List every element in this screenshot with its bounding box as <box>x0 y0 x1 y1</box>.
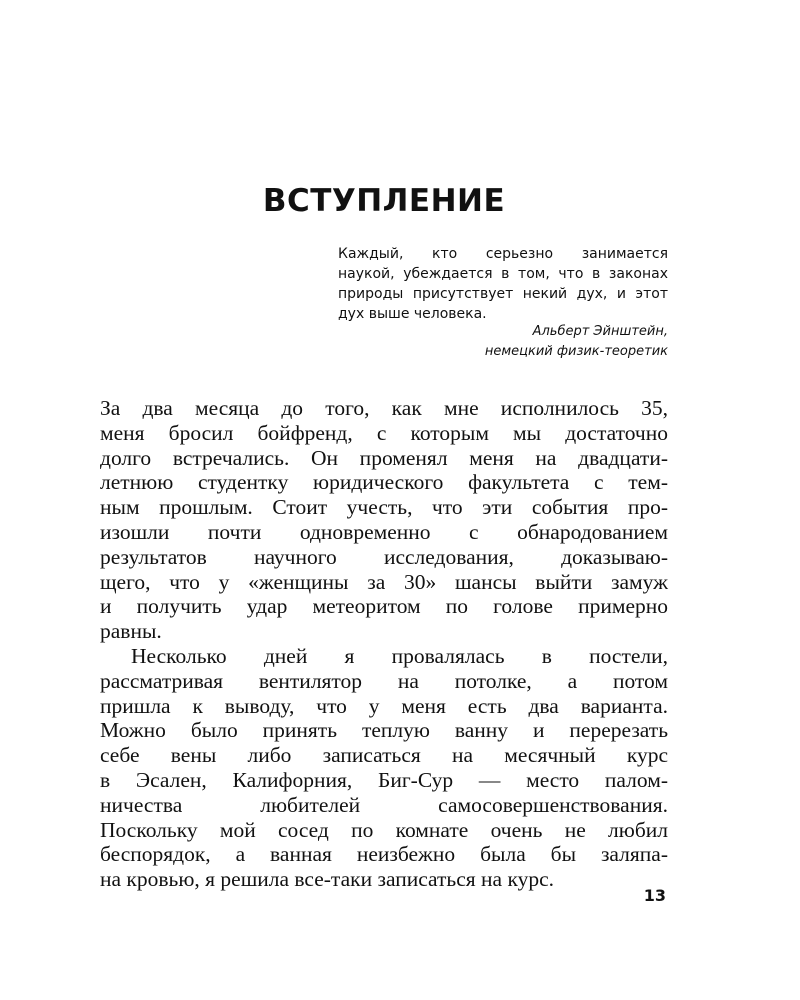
text-line: на кровью, я решила все-таки записаться на курс. <box>100 867 555 892</box>
text-line: изошли почти одновременно с обнародованием <box>100 519 668 544</box>
text-line: в Эсален, Калифорния, Биг-Сур — место палом- <box>100 767 668 792</box>
epigraph-author-role: немецкий физик-теоретик <box>484 344 668 359</box>
text-line: щего, что у «женщины за 30» шансы выйти замуж <box>100 569 668 594</box>
text-line: Можно было принять теплую ванну и перерезать <box>100 718 668 743</box>
text-line: и получить удар метеоритом по голове примерно <box>100 594 668 619</box>
epigraph-author: Альберт Эйнштейн, <box>532 324 668 339</box>
text-line: летнюю студентку юридического факультета с тем- <box>100 470 668 495</box>
text-line: За два месяца до того, как мне исполнилось 35, <box>100 396 668 420</box>
epigraph-line: наукой, убеждается в том, что в законах <box>338 266 668 282</box>
text-line: долго встречались. Он променял меня на двадцати- <box>100 445 668 470</box>
text-line: меня бросил бойфренд, с которым мы достаточно <box>100 420 668 445</box>
epigraph-line: природы присутствует некий дух, и этот <box>338 286 668 302</box>
text-line: результатов научного исследования, доказываю- <box>100 544 668 569</box>
text-line: Несколько дней я провалялась в постели, <box>131 643 668 668</box>
text-line: пришла к выводу, что у меня есть два варианта. <box>100 693 668 718</box>
text-line: Поскольку мой сосед по комнате очень не любил <box>100 817 668 842</box>
epigraph-line: Каждый, кто серьезно занимается <box>338 246 668 262</box>
text-line: ным прошлым. Стоит учесть, что эти события про- <box>100 495 668 520</box>
text-line: равны. <box>100 619 162 644</box>
epigraph-quote <box>338 244 668 324</box>
epigraph-attribution <box>338 322 668 362</box>
text-line: рассматривая вентилятор на потолке, а потом <box>100 668 668 693</box>
page-number: 13 <box>643 886 666 905</box>
text-line: себе вены либо записаться на месячный курс <box>100 743 668 768</box>
text-line: беспорядок, а ванная неизбежно была бы заляпа- <box>100 842 668 867</box>
epigraph-line: дух выше человека. <box>338 306 487 322</box>
chapter-title: ВСТУПЛЕНИЕ <box>262 183 506 219</box>
body-text <box>100 396 668 892</box>
text-line: ничества любителей самосовершенствования. <box>100 792 668 817</box>
